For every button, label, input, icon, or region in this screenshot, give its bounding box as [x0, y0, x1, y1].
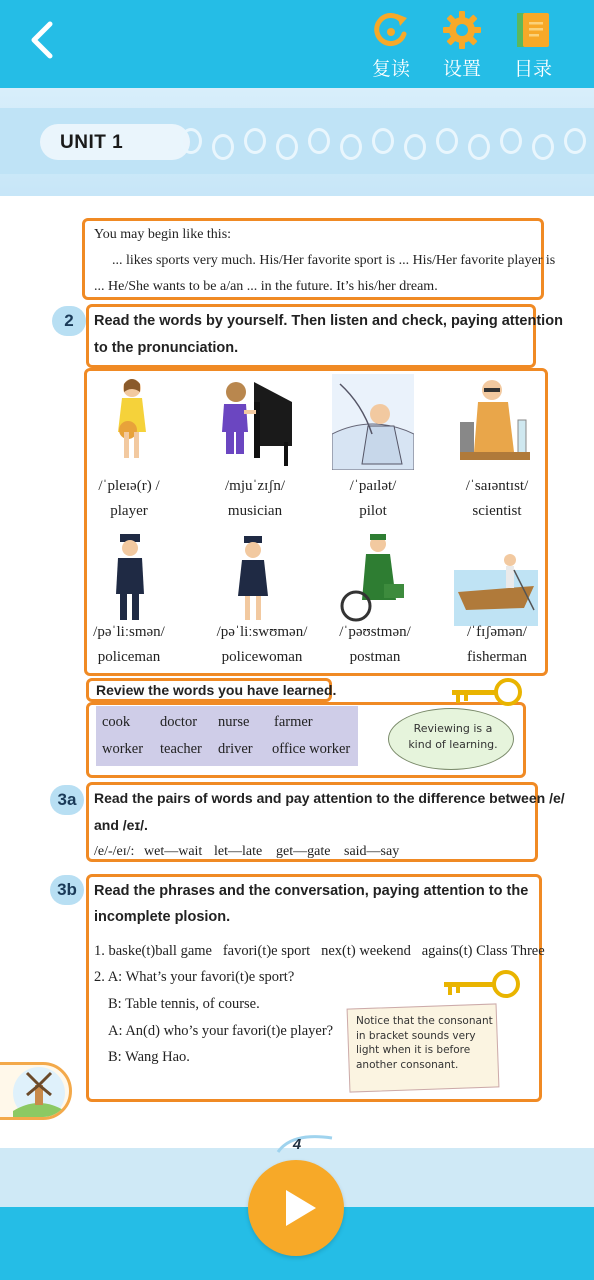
- review-word-doctor: doctor: [160, 714, 198, 730]
- top-app-bar: [0, 0, 594, 88]
- player-illustration: [104, 372, 184, 468]
- pair-let-late: let—late: [214, 844, 263, 859]
- pair-get-gate: get—gate: [276, 844, 331, 859]
- word-fisherman: fisherman: [467, 649, 527, 665]
- settings-button[interactable]: [433, 10, 491, 84]
- phonetic-policewoman: /pəˈliːswʊmən/: [216, 624, 308, 640]
- word-musician: musician: [227, 503, 283, 519]
- section-3a-badge: 3a: [50, 785, 84, 815]
- note-key-icon: [438, 964, 524, 1004]
- policewoman-illustration: [230, 530, 310, 626]
- review-heading: Review the words you have learned.: [96, 682, 337, 698]
- phonetic-scientist: /ˈsaɪəntɪst/: [465, 478, 529, 494]
- section-3b-item-3: B: Table tennis, of course.: [108, 996, 260, 1012]
- book-icon: [513, 10, 553, 50]
- section-3b-item-1: 1. baske(t)ball game favori(t)e sport nex(t) weekend agains(t) Class Three: [94, 943, 545, 959]
- settings-label: 设置: [442, 58, 481, 80]
- review-word-farmer: farmer: [274, 714, 313, 730]
- musician-illustration: [214, 362, 294, 472]
- repeat-icon: [371, 10, 411, 50]
- intro-line-1: You may begin like this:: [94, 227, 232, 242]
- play-button[interactable]: [248, 1160, 344, 1256]
- review-word-cook: cook: [102, 714, 131, 730]
- review-word-office-worker: office worker: [272, 741, 351, 757]
- word-postman: postman: [349, 649, 401, 665]
- page-number: 4: [292, 1136, 302, 1153]
- policeman-illustration: [104, 530, 184, 626]
- section-3a-line-2: and /eɪ/.: [94, 817, 148, 833]
- contents-label: 目录: [513, 58, 552, 80]
- repeat-button[interactable]: [362, 10, 420, 84]
- intro-line-2: ... likes sports very much. His/Her favorite sport is ... His/Her favorite player is: [112, 253, 556, 268]
- textbook-page: [0, 88, 594, 1207]
- section-3b-badge: 3b: [50, 875, 84, 905]
- play-icon: [248, 1160, 344, 1256]
- word-policeman: policeman: [97, 649, 161, 665]
- key-icon: [446, 674, 526, 714]
- unit-title: UNIT 1: [60, 132, 124, 153]
- review-word-driver: driver: [218, 741, 253, 757]
- scientist-illustration: [456, 372, 536, 468]
- pair-wet-wait: wet—wait: [144, 844, 203, 859]
- gear-icon: [442, 10, 482, 50]
- section-3a-line-1: Read the pairs of words and pay attention to the difference between /e/: [94, 790, 565, 806]
- phonetic-musician: /mjuˈzɪʃn/: [225, 478, 285, 494]
- phonetic-policeman: /pəˈliːsmən/: [93, 624, 165, 640]
- phonetic-pilot: /ˈpaɪlət/: [349, 478, 397, 494]
- postman-illustration: [338, 530, 418, 626]
- windmill-icon: [1, 1065, 72, 1120]
- phonetic-fisherman: /ˈfɪʃəmən/: [467, 624, 527, 640]
- section-2-line-2: to the pronunciation.: [94, 340, 239, 356]
- review-word-nurse: nurse: [218, 714, 250, 730]
- phonetic-postman: /ˈpəʊstmən/: [339, 624, 411, 640]
- back-button[interactable]: [22, 18, 62, 62]
- section-2-badge: 2: [52, 306, 86, 336]
- repeat-label: 复读: [371, 58, 410, 80]
- fisherman-illustration: [454, 530, 538, 626]
- word-player: player: [110, 503, 148, 519]
- phonetic-player: /ˈpleɪə(r) /: [98, 478, 160, 494]
- review-word-teacher: teacher: [160, 741, 202, 757]
- section-3b-item-4: A: An(d) who’s your favori(t)e player?: [108, 1023, 334, 1039]
- section-3b-line-2: incomplete plosion.: [94, 909, 231, 925]
- word-scientist: scientist: [472, 503, 522, 519]
- section-3b-item-2: 2. A: What’s your favori(t)e sport?: [94, 969, 295, 985]
- word-pilot: pilot: [359, 503, 387, 519]
- section-2-line-1: Read the words by yourself. Then listen and check, paying attention: [94, 313, 563, 329]
- review-word-worker: worker: [102, 741, 144, 757]
- section-3a-pairs-prefix: /e/-/eɪ/:: [94, 844, 135, 859]
- windmill-shortcut-button[interactable]: [0, 1062, 72, 1120]
- word-policewoman: policewoman: [221, 649, 303, 665]
- pair-said-say: said—say: [344, 844, 400, 859]
- section-3b-item-5: B: Wang Hao.: [108, 1049, 190, 1065]
- reviewing-tip-text: Reviewing is a kind of learning.: [408, 722, 498, 751]
- pilot-illustration: [332, 374, 414, 470]
- section-3b-line-1: Read the phrases and the conversation, paying attention to the: [94, 883, 529, 899]
- chevron-left-icon: [22, 18, 62, 62]
- contents-button[interactable]: [504, 10, 562, 84]
- plosion-note-text: Notice that the consonant in bracket sounds very light when it is before another consonant.: [356, 1015, 493, 1071]
- intro-line-3: ... He/She wants to be a/an ... in the future. It’s his/her dream.: [94, 279, 438, 294]
